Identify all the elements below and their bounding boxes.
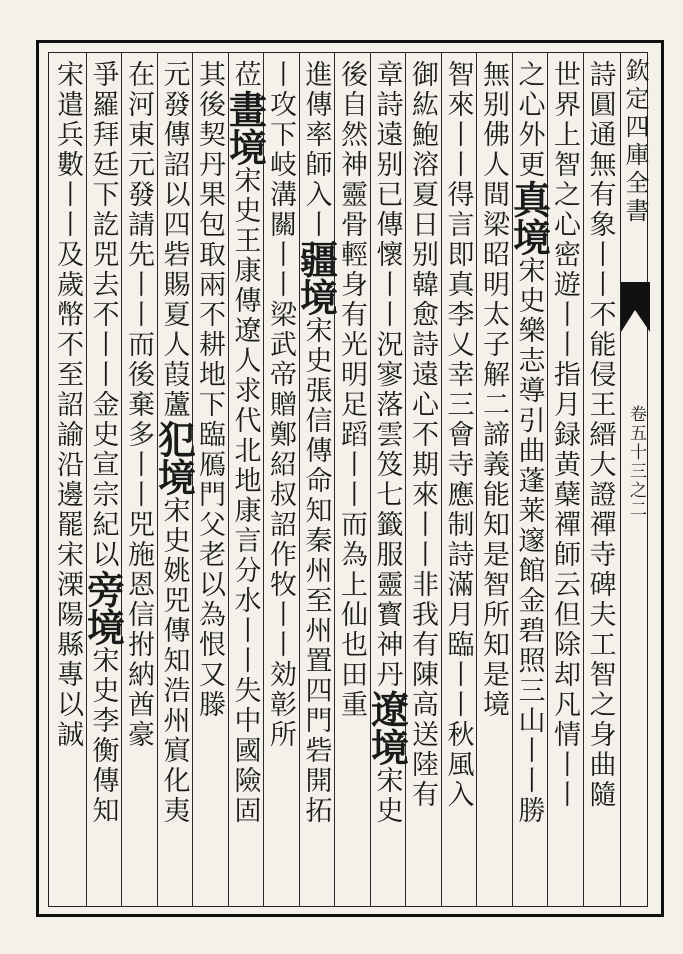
column-text: 宋遣兵數丨丨及歲幣不至詔諭沿邊罷宋 [52,60,83,570]
text-column [547,60,581,900]
text-column [80,60,126,900]
column-text: 田重 [336,660,367,720]
column-text: 詩圓通無有象丨丨不能侵王縉大證禪寺碑夫工智之身曲隨 [584,60,616,810]
column-rule [370,52,371,907]
column-text: 之心外更 [513,60,545,180]
column-rule [299,52,300,907]
entry-heading: 真境 [506,180,552,256]
text-column [364,60,410,900]
column-text: 御紘鮑溶夏日别韓愈詩遠心不期來丨丨非我有陳高送陸有 [407,60,438,810]
column-text: 在河東元發請先丨丨而後棄 [123,60,154,420]
column-text: 宋史樂志導引曲蓬莱邃館金碧照三山丨丨勝 [513,256,545,826]
column-text: 人間梁昭明太子解二諦義能知是智所知是境 [478,150,509,720]
column-text: 莅 [229,60,261,90]
column-text: 宋史王康傳遼人求代北地康言分水丨丨失中國險固 [229,166,261,826]
column-text: 後自然神靈骨輕身有光明足蹈丨丨而為上仙也 [336,60,367,660]
column-rule [441,52,442,907]
text-column [506,60,552,900]
column-rule [263,52,264,907]
column-text: 宋史 [371,766,403,826]
book-title: 欽定四庫全書 [621,58,649,226]
column-text: 智來丨丨得言即真李乂幸三會寺應制詩滿月臨丨丨秋風入 [442,60,474,810]
text-column [151,60,197,900]
column-text: 爭羅拜廷下訖兕去不丨丨金史宣宗紀以 [87,60,119,570]
text-column [192,60,226,900]
text-column [293,60,339,900]
text-column [441,60,475,900]
text-column [583,60,617,900]
text-column [263,60,297,900]
column-rule [405,52,406,907]
column-rule [512,52,513,907]
column-text: 丨攻下岐溝關丨丨梁武帝贈鄭紹叔詔作牧丨丨効彰所 [265,60,296,750]
fishtail-mark-icon [621,282,650,332]
column-rule [157,52,158,907]
juan-number: 卷五十三之二 [626,405,646,519]
text-column [50,60,84,900]
column-text: 多丨丨兕施恩信拊納酋豪 [123,420,154,750]
text-column [222,60,268,900]
column-text: 其後契丹果包取兩不耕地下臨鴈門父老以為恨又滕 [194,60,225,720]
column-rule [86,52,87,907]
text-column [476,60,510,900]
entry-heading: 旁境 [80,570,126,646]
column-rule [334,52,335,907]
column-text: 元發傳詔以四砦賜夏人葭蘆 [158,60,190,420]
entry-heading: 遼境 [364,690,410,766]
column-text: 無别佛 [478,60,509,150]
column-rule [228,52,229,907]
entry-heading: 犯境 [151,420,197,496]
text-column [121,60,155,900]
entry-heading: 畫境 [222,90,268,166]
column-text: 世界上智之心密遊丨丨指月録黄蘖禪師云但除却凡情丨丨 [549,60,580,810]
column-text: 宋史李衡傳知 [87,646,119,826]
entry-heading: 疆境 [293,240,339,316]
column-text: 宋史姚兕傳知浩州賔化夷 [158,496,190,826]
column-rule [476,52,477,907]
column-text: 溧陽縣專以誠 [52,570,83,750]
column-text: 章詩遠别已傳懷丨丨況寥落雲笈七籤服靈寳神丹 [371,60,403,690]
column-rule [121,52,122,907]
column-text: 宋史張信傳命知秦州至州置四門砦開拓 [300,316,332,826]
text-column [405,60,439,900]
column-text: 進傳率師入丨 [300,60,332,240]
column-rule [583,52,584,907]
text-column [334,60,368,900]
